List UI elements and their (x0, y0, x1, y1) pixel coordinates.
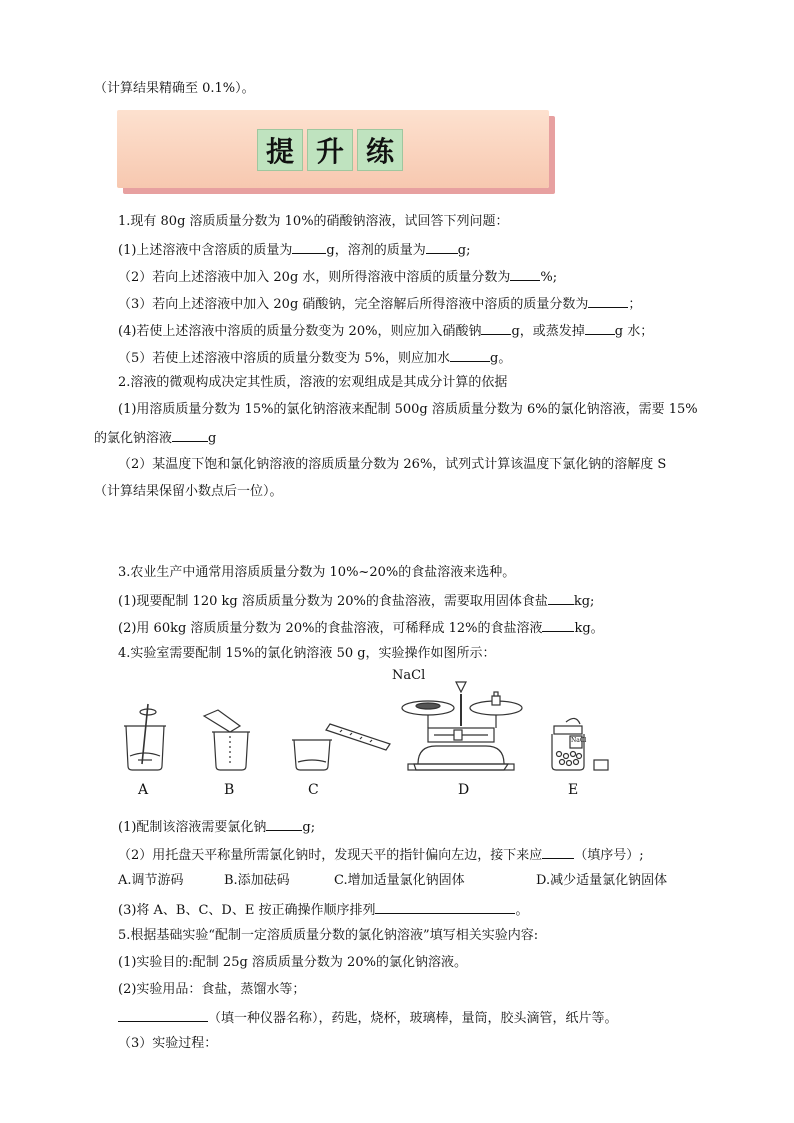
q1-p1-text-b: g，溶剂的质量为 (326, 243, 426, 258)
q5-p2-blank[interactable] (118, 1008, 208, 1022)
q1-part1 (118, 240, 470, 260)
q3-part1 (118, 591, 594, 611)
q1-p5-blank[interactable] (450, 348, 490, 362)
q4-p3-blank[interactable] (375, 900, 515, 914)
figure-label-e: E (568, 782, 579, 798)
q1-p2-text-a: （2）若向上述溶液中加入 20g 水，则所得溶液中溶质的质量分数为 (118, 270, 511, 285)
q2-part2-line2: （计算结果保留小数点后一位）。 (94, 484, 283, 499)
q4-option-a[interactable]: A.调节游码 (118, 873, 184, 888)
banner-char-2: 升 (307, 129, 353, 171)
nacl-label: NaCl (392, 668, 426, 683)
q4-stem: 4.实验室需要配制 15%的氯化钠溶液 50 g，实验操作如图所示： (118, 646, 496, 661)
q1-part3 (118, 294, 641, 314)
figure-label-d: D (458, 782, 470, 798)
q2-p1-text-c: g (208, 431, 217, 446)
q1-p2-text-b: %; (540, 270, 558, 285)
q2-part2-line1: （2）某温度下饱和氯化钠溶液的溶质质量分数为 26%，试列式计算该温度下氯化钠的溶解度 S (118, 457, 667, 472)
q4-p1-text-b: g; (302, 820, 316, 835)
q2-stem: 2.溶液的微观构成决定其性质，溶液的宏观组成是其成分计算的依据 (118, 375, 508, 390)
q5-part1: (1)实验目的:配制 25g 溶质质量分数为 20%的氯化钠溶液。 (118, 955, 467, 970)
q5-part2: (2)实验用品：食盐，蒸馏水等； (118, 982, 306, 997)
q1-part5 (118, 348, 511, 368)
q4-part1 (118, 817, 315, 837)
q4-option-d[interactable]: D.减少适量氯化钠固体 (536, 873, 668, 888)
q4-part2 (118, 845, 644, 865)
q5-p2-text-b: （填一种仪器名称），药匙，烧杯，玻璃棒，量筒，胶头滴管，纸片等。 (208, 1011, 618, 1026)
q3-stem: 3.农业生产中通常用溶质质量分数为 10%~20%的食盐溶液来选种。 (118, 565, 516, 580)
q1-p2-blank[interactable] (510, 267, 540, 281)
q4-option-c[interactable]: C.增加适量氯化钠固体 (334, 873, 465, 888)
q2-part1-line2 (94, 428, 216, 448)
q1-p4-text-c: g 水； (614, 324, 654, 339)
q4-option-b[interactable]: B.添加砝码 (224, 873, 290, 888)
q4-p3-text-b: 。 (515, 903, 529, 918)
q5-stem: 5.根据基础实验“配制一定溶质质量分数的氯化钠溶液”填写相关实验内容: (118, 928, 539, 943)
q4-p3-text-a: (3)将 A、B、C、D、E 按正确操作顺序排列 (118, 903, 376, 918)
section-banner (117, 110, 557, 194)
experiment-figure (118, 664, 618, 804)
q1-p3-text-a: （3）若向上述溶液中加入 20g 硝酸钠，完全溶解后所得溶液中溶质的质量分数为 (118, 297, 589, 312)
q1-p3-text-b: ； (628, 297, 642, 312)
q1-p5-text-b: g。 (490, 351, 512, 366)
q2-p1-text-b: 的氯化钠溶液 (94, 431, 173, 446)
q2-p1-blank[interactable] (172, 428, 208, 442)
q5-part2-line2 (118, 1008, 618, 1028)
q3-p1-text-a: (1)现要配制 120 kg 溶质质量分数为 20%的食盐溶液，需要取用固体食盐 (118, 594, 548, 609)
beaker-c-icon (292, 724, 390, 770)
q1-p4-text-b: g，或蒸发掉 (511, 324, 585, 339)
q4-part3 (118, 900, 529, 920)
q1-stem: 1.现有 80g 溶质质量分数为 10%的硝酸钠溶液，试回答下列问题： (118, 214, 509, 229)
q1-p4-blank1[interactable] (481, 321, 511, 335)
q3-p1-blank[interactable] (548, 591, 574, 605)
q1-p5-text-a: （5）若使上述溶液中溶质的质量分数变为 5%，则应加水 (118, 351, 451, 366)
figure-label-a: A (138, 782, 149, 798)
q4-p1-blank[interactable] (266, 817, 302, 831)
q1-part2 (118, 267, 557, 287)
beaker-b-icon (204, 710, 250, 770)
q1-part4 (118, 321, 653, 341)
balance-scale-icon (402, 682, 522, 770)
reagent-jar-icon (552, 718, 608, 770)
q1-p1-text-c: g; (457, 243, 471, 258)
q4-p1-text-a: (1)配制该溶液需要氯化钠 (118, 820, 267, 835)
jar-label: NaCl (571, 737, 587, 744)
q2-part1-line1: (1)用溶质质量分数为 15%的氯化钠溶液来配制 500g 溶质质量分数为 6%的氯化钠溶液，需要 15% (118, 402, 698, 417)
q3-p2-text-b: kg。 (574, 621, 604, 636)
q1-p3-blank[interactable] (588, 294, 628, 308)
q1-p1-blank2[interactable] (426, 240, 458, 254)
figure-label-b: B (224, 782, 235, 798)
figure-label-c: C (308, 782, 319, 798)
q1-p4-text-a: (4)若使上述溶液中溶质的质量分数变为 20%，则应加入硝酸钠 (118, 324, 482, 339)
q3-p2-blank[interactable] (542, 618, 574, 632)
q1-p4-blank2[interactable] (585, 321, 615, 335)
q4-p2-text-a: （2）用托盘天平称量所需氯化钠时，发现天平的指针偏向左边，接下来应 (118, 848, 543, 863)
q3-part2 (118, 618, 604, 638)
q3-p1-text-b: kg; (573, 594, 595, 609)
q4-p2-text-b: （填序号）; (574, 848, 644, 863)
q1-p1-blank1[interactable] (292, 240, 326, 254)
beaker-a-icon (124, 704, 166, 770)
banner-char-3: 练 (357, 129, 403, 171)
q3-p2-text-a: (2)用 60kg 溶质质量分数为 20%的食盐溶液，可稀释成 12%的食盐溶液 (118, 621, 543, 636)
q1-p1-text-a: (1)上述溶液中含溶质的质量为 (118, 243, 293, 258)
q4-p2-blank[interactable] (542, 845, 574, 859)
q5-part3: （3）实验过程： (118, 1036, 218, 1051)
banner-char-1: 提 (257, 129, 303, 171)
intro-line: （计算结果精确至 0.1%）。 (94, 81, 255, 96)
